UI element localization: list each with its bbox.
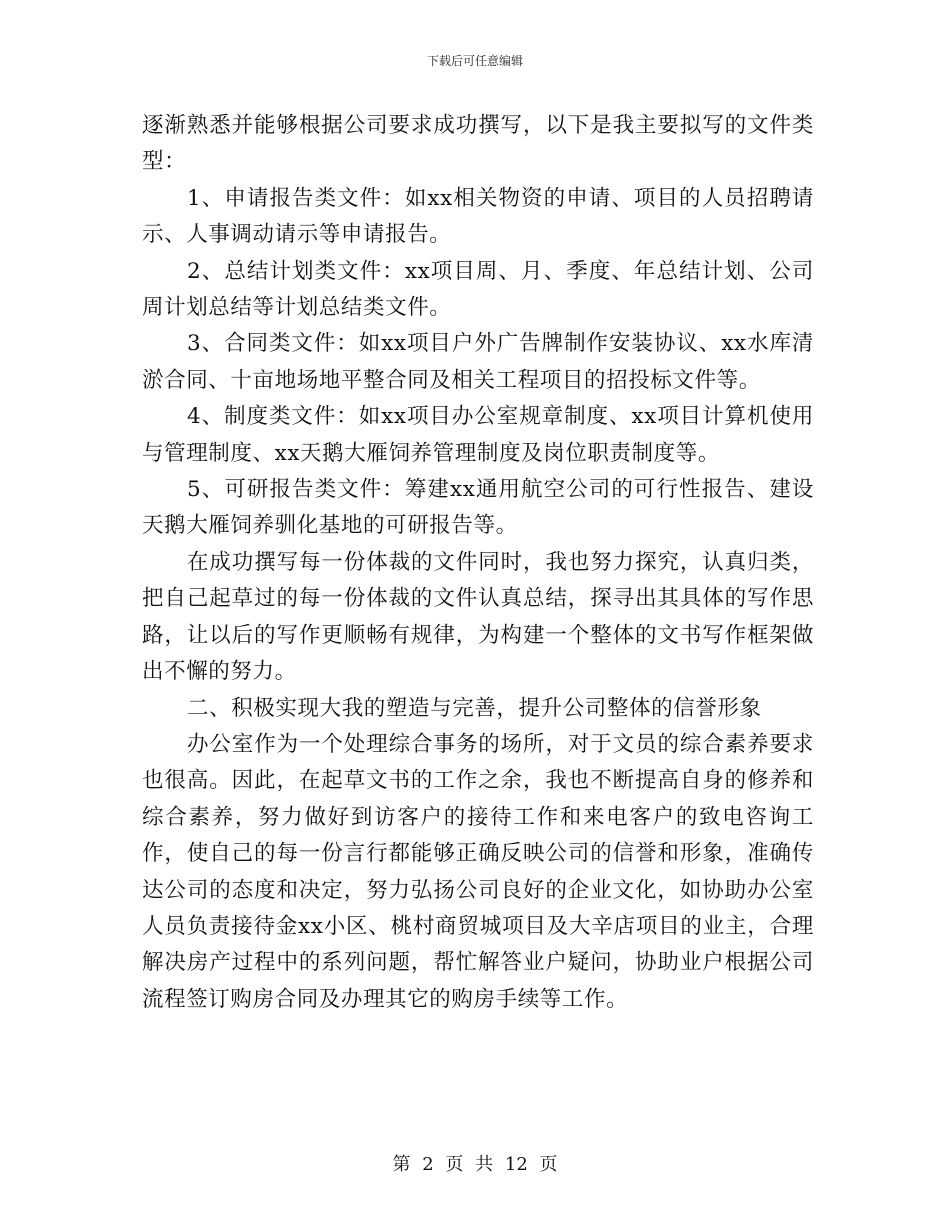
paragraph-item-3: 3、合同类文件：如xx项目户外广告牌制作安装协议、xx水库清淤合同、十亩地场地平整合同及相关工程项目的招投标文件等。 [142,331,814,393]
paragraph-summary: 在成功撰写每一份体裁的文件同时，我也努力探究，认真归类，把自己起草过的每一份体裁的文件认真总结，探寻出其具体的写作思路，让以后的写作更顺畅有规律，为构建一个整体的文书写作框架做出不懈的努力。 [142,549,814,685]
paragraph-continuation: 逐渐熟悉并能够根据公司要求成功撰写，以下是我主要拟写的文件类型： [142,113,814,175]
document-body [142,108,814,1018]
footer-suffix: 页 [539,1154,558,1175]
paragraph-item-5: 5、可研报告类文件：筹建xx通用航空公司的可行性报告、建设天鹅大雁饲养驯化基地的可研报告等。 [142,477,814,539]
footer-current-page: 2 [422,1154,434,1175]
paragraph-item-4: 4、制度类文件：如xx项目办公室规章制度、xx项目计算机使用与管理制度、xx天鹅大雁饲养管理制度及岗位职责制度等。 [142,404,814,466]
footer-prefix: 第 [392,1154,411,1175]
page-footer [0,1154,950,1176]
page-header [0,53,950,69]
paragraph-office-work: 办公室作为一个处理综合事务的场所，对于文员的综合素养要求也很高。因此，在起草文书的工作之余，我也不断提高自身的修养和综合素养，努力做好到访客户的接待工作和来电客户的致电咨询工作，使自己的每一份言行都能够正确反映公司的信誉和形象，准确传达公司的态度和决定，努力弘扬公司良好的企业文化，如协助办公室人员负责接待金xx小区、桃村商贸城项目及大辛店项目的业主，合理解决房产过程中的系列问题，帮忙解答业户疑问，协助业户根据公司流程签订购房合同及办理其它的购房手续等工作。 [142,731,814,1012]
section-heading-2: 二、积极实现大我的塑造与完善，提升公司整体的信誉形象 [187,695,762,721]
footer-total-word: 共 [475,1154,494,1175]
paragraph-item-2: 2、总结计划类文件：xx项目周、月、季度、年总结计划、公司周计划总结等计划总结类文件。 [142,258,814,321]
header-note: 下载后可任意编辑 [426,54,523,68]
paragraph-item-1: 1、申请报告类文件：如xx相关物资的申请、项目的人员招聘请示、人事调动请示等申请报告。 [142,185,814,248]
footer-page-word: 页 [445,1154,464,1175]
footer-total-pages: 12 [504,1154,528,1175]
